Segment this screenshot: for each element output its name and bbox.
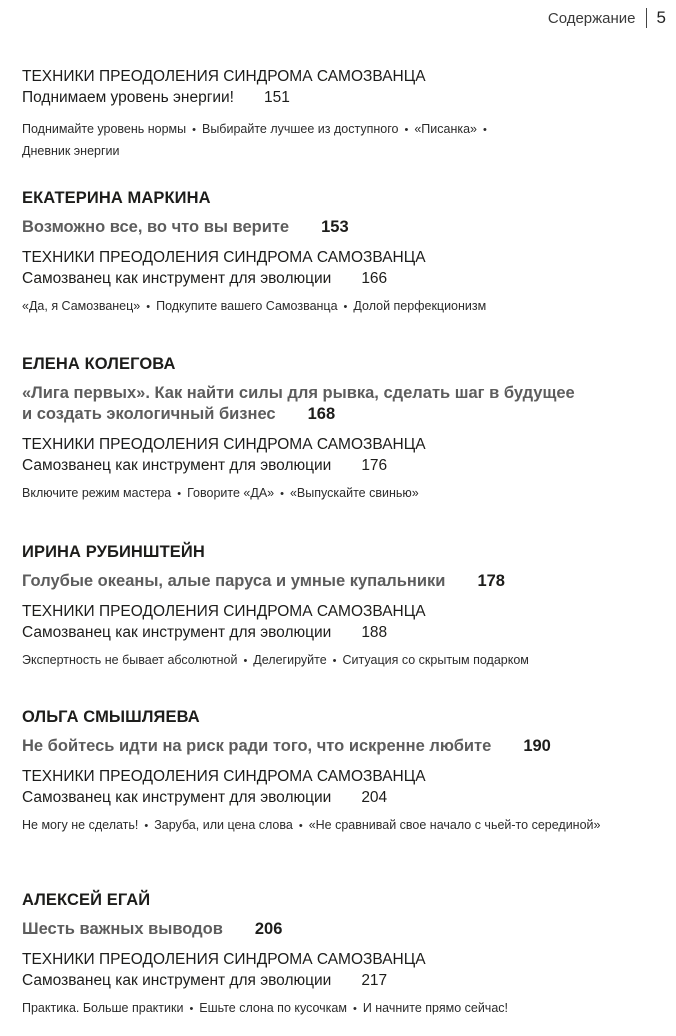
page-number: 5 xyxy=(656,8,666,27)
technique-page: 188 xyxy=(361,624,388,641)
technique-item: Ешьте слона по кусочкам xyxy=(199,1001,347,1015)
story-title xyxy=(22,736,662,757)
technique-subtitle xyxy=(22,455,662,476)
technique-item: Долой перфекционизм xyxy=(353,299,487,313)
story-title xyxy=(22,571,662,592)
technique-title: ТЕХНИКИ ПРЕОДОЛЕНИЯ СИНДРОМА САМОЗВАНЦА xyxy=(22,603,426,620)
technique-subtitle-text: Самозванец как инструмент для эволюции xyxy=(22,457,332,474)
toc-chapter-markina xyxy=(22,189,662,318)
technique-items: Не могу не сделать! • Заруба, или цена слова • «Не сравнивай свое начало с чьей-то серединой» xyxy=(22,818,601,832)
technique-item: Ситуация со скрытым подарком xyxy=(342,653,529,667)
technique-subtitle-text: Поднимаем уровень энергии! xyxy=(22,89,234,106)
chapter-author: ЕЛЕНА КОЛЕГОВА xyxy=(22,355,176,373)
technique-items: Включите режим мастера • Говорите «ДА» • «Выпускайте свинью» xyxy=(22,486,419,500)
technique-title: ТЕХНИКИ ПРЕОДОЛЕНИЯ СИНДРОМА САМОЗВАНЦА xyxy=(22,68,426,85)
running-header xyxy=(548,8,666,28)
technique-title: ТЕХНИКИ ПРЕОДОЛЕНИЯ СИНДРОМА САМОЗВАНЦА xyxy=(22,951,426,968)
technique-title: ТЕХНИКИ ПРЕОДОЛЕНИЯ СИНДРОМА САМОЗВАНЦА xyxy=(22,436,426,453)
section-title: Содержание xyxy=(547,9,636,27)
header-divider xyxy=(646,8,647,28)
story-title-text: Голубые океаны, алые паруса и умные купальники xyxy=(22,572,446,590)
technique-item: Говорите «ДА» xyxy=(187,486,275,500)
toc-entry-intro-technique xyxy=(22,66,662,162)
technique-subtitle xyxy=(22,970,662,991)
technique-item: Дневник энергии xyxy=(22,144,120,158)
technique-page: 166 xyxy=(361,270,388,287)
technique-item: «Не сравнивай свое начало с чьей-то серединой» xyxy=(308,818,601,832)
technique-item: Экспертность не бывает абсолютной xyxy=(22,653,238,667)
story-page: 206 xyxy=(254,920,283,938)
technique-items: Практика. Больше практики • Ешьте слона по кусочкам • И начните прямо сейчас! xyxy=(22,1001,508,1015)
story-page: 153 xyxy=(321,218,349,236)
chapter-author: ЕКАТЕРИНА МАРКИНА xyxy=(22,189,211,207)
story-title xyxy=(22,919,662,940)
technique-title: ТЕХНИКИ ПРЕОДОЛЕНИЯ СИНДРОМА САМОЗВАНЦА xyxy=(22,249,426,266)
technique-item: «Да, я Самозванец» xyxy=(22,299,141,313)
toc-chapter-kolegova xyxy=(22,355,662,505)
technique-item: «Писанка» xyxy=(414,122,477,136)
story-title-text: Не бойтесь идти на риск ради того, что искренне любите xyxy=(22,737,492,755)
technique-subtitle-text: Самозванец как инструмент для эволюции xyxy=(22,624,332,641)
technique-items: Экспертность не бывает абсолютной • Делегируйте • Ситуация со скрытым подарком xyxy=(22,653,529,667)
story-title xyxy=(22,383,662,425)
technique-page: 204 xyxy=(361,789,388,806)
technique-item: Поднимайте уровень нормы xyxy=(22,122,187,136)
technique-title: ТЕХНИКИ ПРЕОДОЛЕНИЯ СИНДРОМА САМОЗВАНЦА xyxy=(22,768,426,785)
technique-page: 151 xyxy=(263,89,290,106)
story-page: 178 xyxy=(477,572,505,590)
technique-page: 176 xyxy=(361,457,388,474)
technique-subtitle-text: Самозванец как инструмент для эволюции xyxy=(22,972,332,989)
technique-page: 217 xyxy=(361,972,388,989)
technique-item: Не могу не сделать! xyxy=(22,818,139,832)
chapter-author: ОЛЬГА СМЫШЛЯЕВА xyxy=(22,708,200,726)
technique-item: Делегируйте xyxy=(253,653,327,667)
story-title-text: и создать экологичный бизнес xyxy=(22,405,276,423)
story-page: 168 xyxy=(307,405,336,423)
story-title-text: Возможно все, во что вы верите xyxy=(22,218,290,236)
technique-subtitle xyxy=(22,87,662,108)
technique-item: Подкупите вашего Самозванца xyxy=(156,299,338,313)
toc-chapter-rubinshtein xyxy=(22,543,662,672)
story-page: 190 xyxy=(523,737,551,755)
chapter-author: ИРИНА РУБИНШТЕЙН xyxy=(22,543,205,561)
technique-item: Практика. Больше практики xyxy=(22,1001,184,1015)
technique-items: Поднимайте уровень нормы • Выбирайте лучшее из доступного • «Писанка» • Дневник энергии xyxy=(22,122,487,158)
technique-item: Выбирайте лучшее из доступного xyxy=(201,122,399,136)
toc-chapter-egai xyxy=(22,891,662,1020)
technique-subtitle xyxy=(22,268,662,289)
toc-chapter-smyshlyaeva xyxy=(22,708,662,837)
technique-subtitle-text: Самозванец как инструмент для эволюции xyxy=(22,789,332,806)
technique-item: Заруба, или цена слова xyxy=(154,818,293,832)
technique-subtitle-text: Самозванец как инструмент для эволюции xyxy=(22,270,332,287)
technique-item: Включите режим мастера xyxy=(22,486,172,500)
technique-item: И начните прямо сейчас! xyxy=(362,1001,508,1015)
chapter-author: АЛЕКСЕЙ ЕГАЙ xyxy=(22,891,151,909)
technique-item: «Выпускайте свинью» xyxy=(289,486,419,500)
technique-subtitle xyxy=(22,622,662,643)
technique-subtitle xyxy=(22,787,662,808)
story-title-text: «Лига первых». Как найти силы для рывка, сделать шаг в будущее xyxy=(22,384,575,402)
story-title-text: Шесть важных выводов xyxy=(22,920,223,938)
story-title xyxy=(22,217,662,238)
technique-items: «Да, я Самозванец» • Подкупите вашего Самозванца • Долой перфекционизм xyxy=(22,299,487,313)
